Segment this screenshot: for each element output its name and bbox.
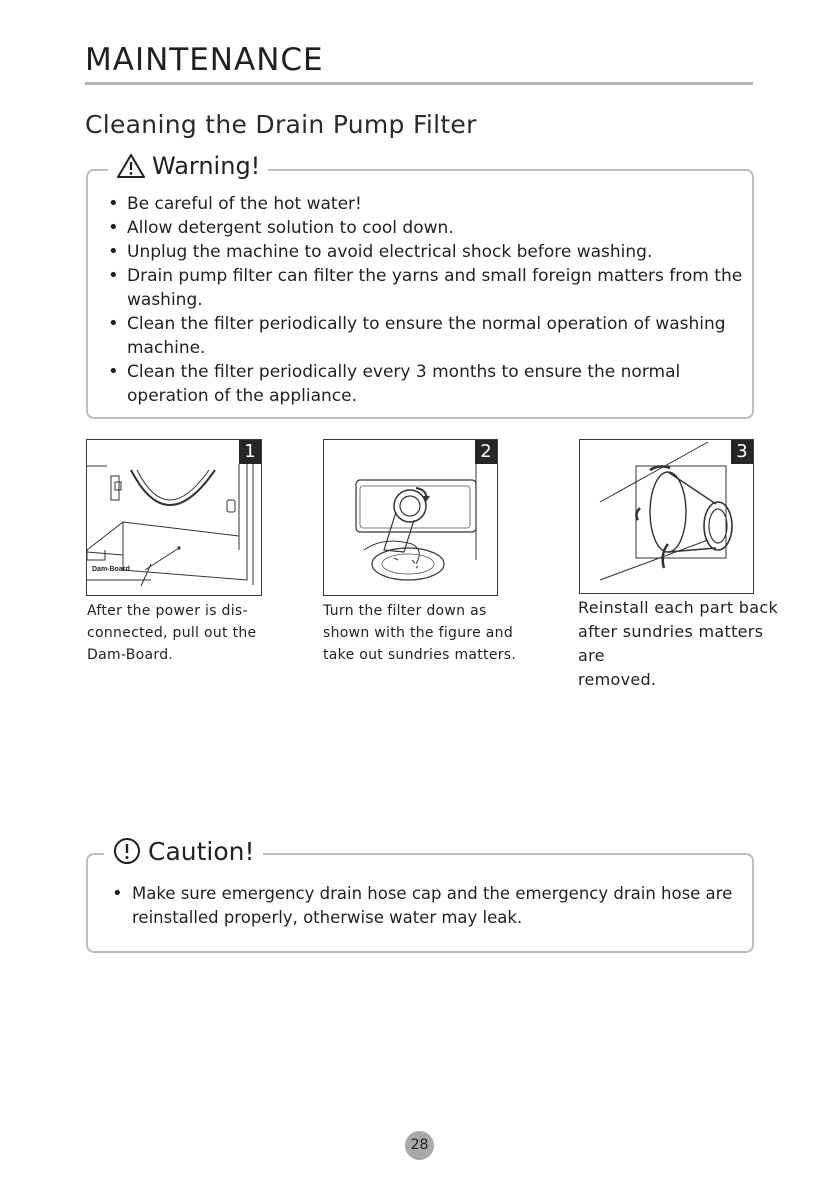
warning-list	[104, 192, 744, 408]
caution-list	[106, 882, 746, 930]
filter-removal-illustration	[324, 440, 497, 595]
caution-heading	[104, 833, 263, 869]
page-title: MAINTENANCE	[85, 42, 324, 78]
list-item: • Clean the filter periodically to ensure the normal operation of washing machine.	[104, 312, 744, 360]
step-3-number: 3	[731, 440, 753, 464]
page-number: 28	[405, 1131, 434, 1160]
step-2-caption: Turn the filter down as shown with the figure and take out sundries matters.	[323, 603, 517, 663]
step-1-number: 1	[239, 440, 261, 464]
list-item: • Drain pump filter can filter the yarns and small foreign matters from the washing.	[104, 264, 744, 312]
filter-reinstall-illustration	[580, 440, 753, 593]
list-item: • Allow detergent solution to cool down.	[104, 216, 744, 240]
caution-circle-icon	[112, 836, 142, 866]
list-item: • Unplug the machine to avoid electrical shock before washing.	[104, 240, 744, 264]
step-1-figure	[86, 439, 262, 596]
section-title: Cleaning the Drain Pump Filter	[85, 110, 477, 139]
warning-title: Warning!	[152, 152, 261, 180]
list-item: • Clean the filter periodically every 3 months to ensure the normal operation of the appliance.	[104, 360, 744, 408]
step-1-caption: After the power is dis- connected, pull out the Dam-Board.	[87, 603, 257, 663]
list-item: • Be careful of the hot water!	[104, 192, 744, 216]
step-2-figure	[323, 439, 498, 596]
warning-heading	[108, 150, 268, 182]
step-3-figure	[579, 439, 754, 594]
warning-triangle-icon	[116, 153, 146, 179]
step-3-caption: Reinstall each part back after sundries matters are removed.	[578, 598, 779, 689]
caution-title: Caution!	[148, 836, 255, 866]
title-divider	[85, 82, 753, 85]
dam-board-label: Dam-Board	[92, 566, 130, 573]
list-item: • Make sure emergency drain hose cap and the emergency drain hose are reinstalled properly, otherwise water may leak.	[106, 882, 746, 930]
step-2-number: 2	[475, 440, 497, 464]
